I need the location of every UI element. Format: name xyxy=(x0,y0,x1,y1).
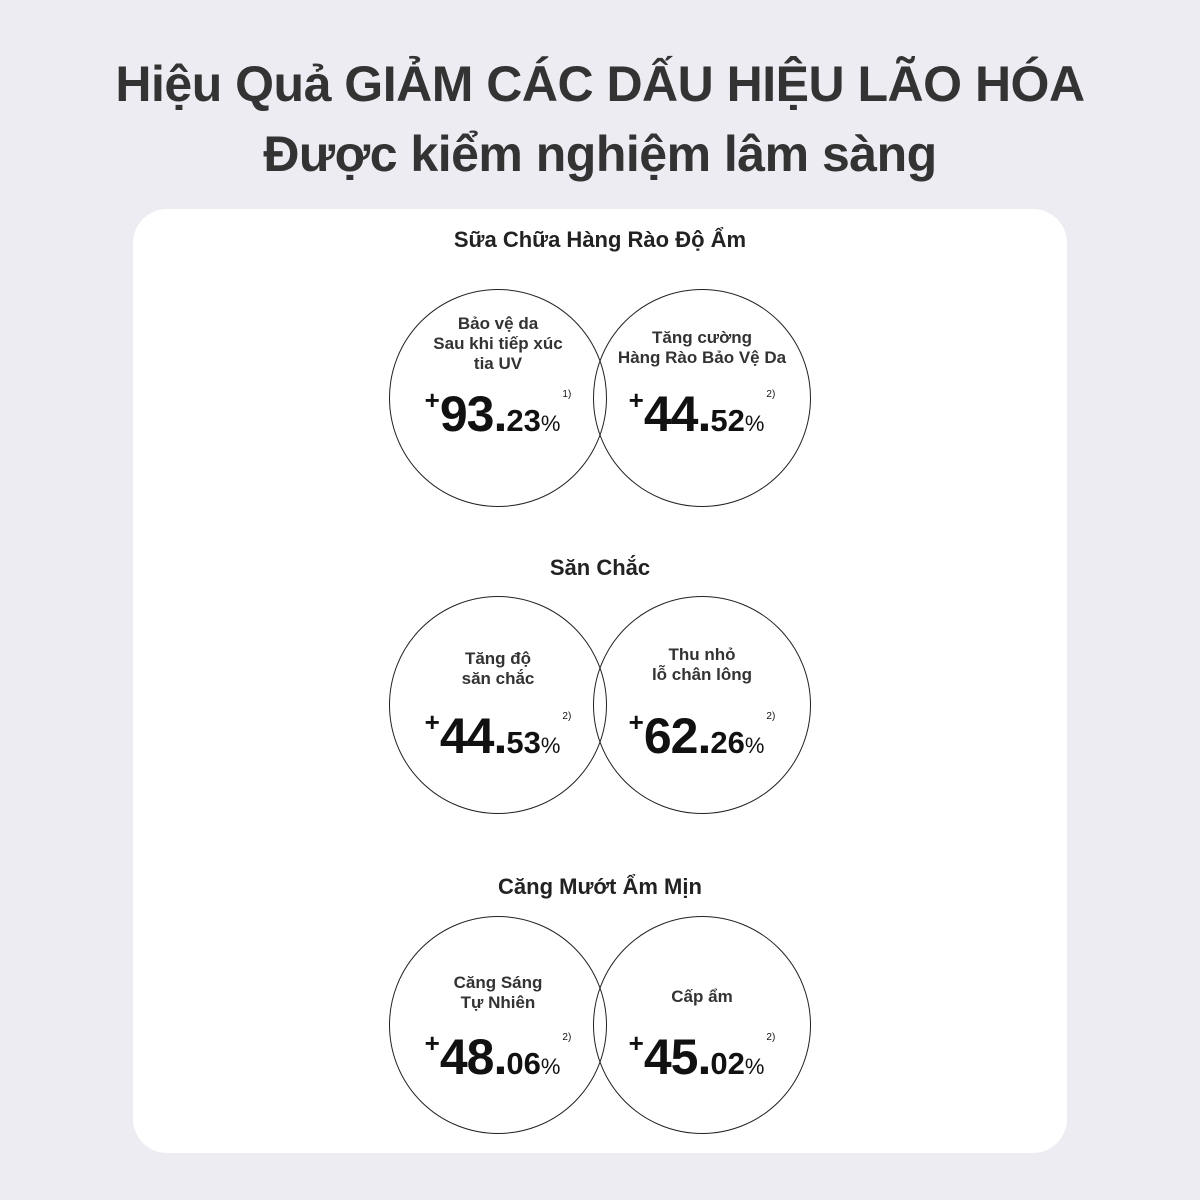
stat-circle-firmness xyxy=(389,596,607,814)
stat-label: Cấp ẩm xyxy=(671,987,733,1006)
stat-circle-hydration xyxy=(593,916,811,1134)
stat-value: +44.53%$^{2)}$ xyxy=(424,707,572,764)
stat-value: +93.23%$^{1)}$ xyxy=(424,385,572,442)
stat-value: +62.26%$^{2)}$ xyxy=(628,707,776,764)
headline-line-2: Được kiểm nghiệm lâm sàng xyxy=(263,126,937,182)
stat-label: Căng Sáng Tự Nhiên xyxy=(453,973,543,1012)
section-title: Săn Chắc xyxy=(549,555,651,580)
results-card xyxy=(133,209,1067,1153)
stat-circle-pore-size xyxy=(593,596,811,814)
headline-line-1: Hiệu Quả GIẢM CÁC DẤU HIỆU LÃO HÓA xyxy=(115,56,1085,112)
stat-label: Thu nhỏ lỗ chân lông xyxy=(651,645,753,684)
stat-label: Tăng độ săn chắc xyxy=(461,649,535,688)
stat-circle-radiance xyxy=(389,916,607,1134)
stat-value: +48.06%$^{2)}$ xyxy=(424,1028,572,1085)
stat-label: Tăng cường Hàng Rào Bảo Vệ Da xyxy=(617,328,787,367)
stat-value: +45.02%$^{2)}$ xyxy=(628,1028,776,1085)
section-title: Căng Mướt Ẩm Mịn xyxy=(498,874,702,899)
stat-circle-barrier-boost xyxy=(593,289,811,507)
stat-circle-uv-protection xyxy=(389,289,607,507)
stat-value: +44.52%$^{2)}$ xyxy=(628,385,776,442)
section-title: Sữa Chữa Hàng Rào Độ Ẩm xyxy=(453,227,747,252)
stat-label: Bảo vệ da Sau khi tiếp xúc tia UV xyxy=(433,314,563,373)
